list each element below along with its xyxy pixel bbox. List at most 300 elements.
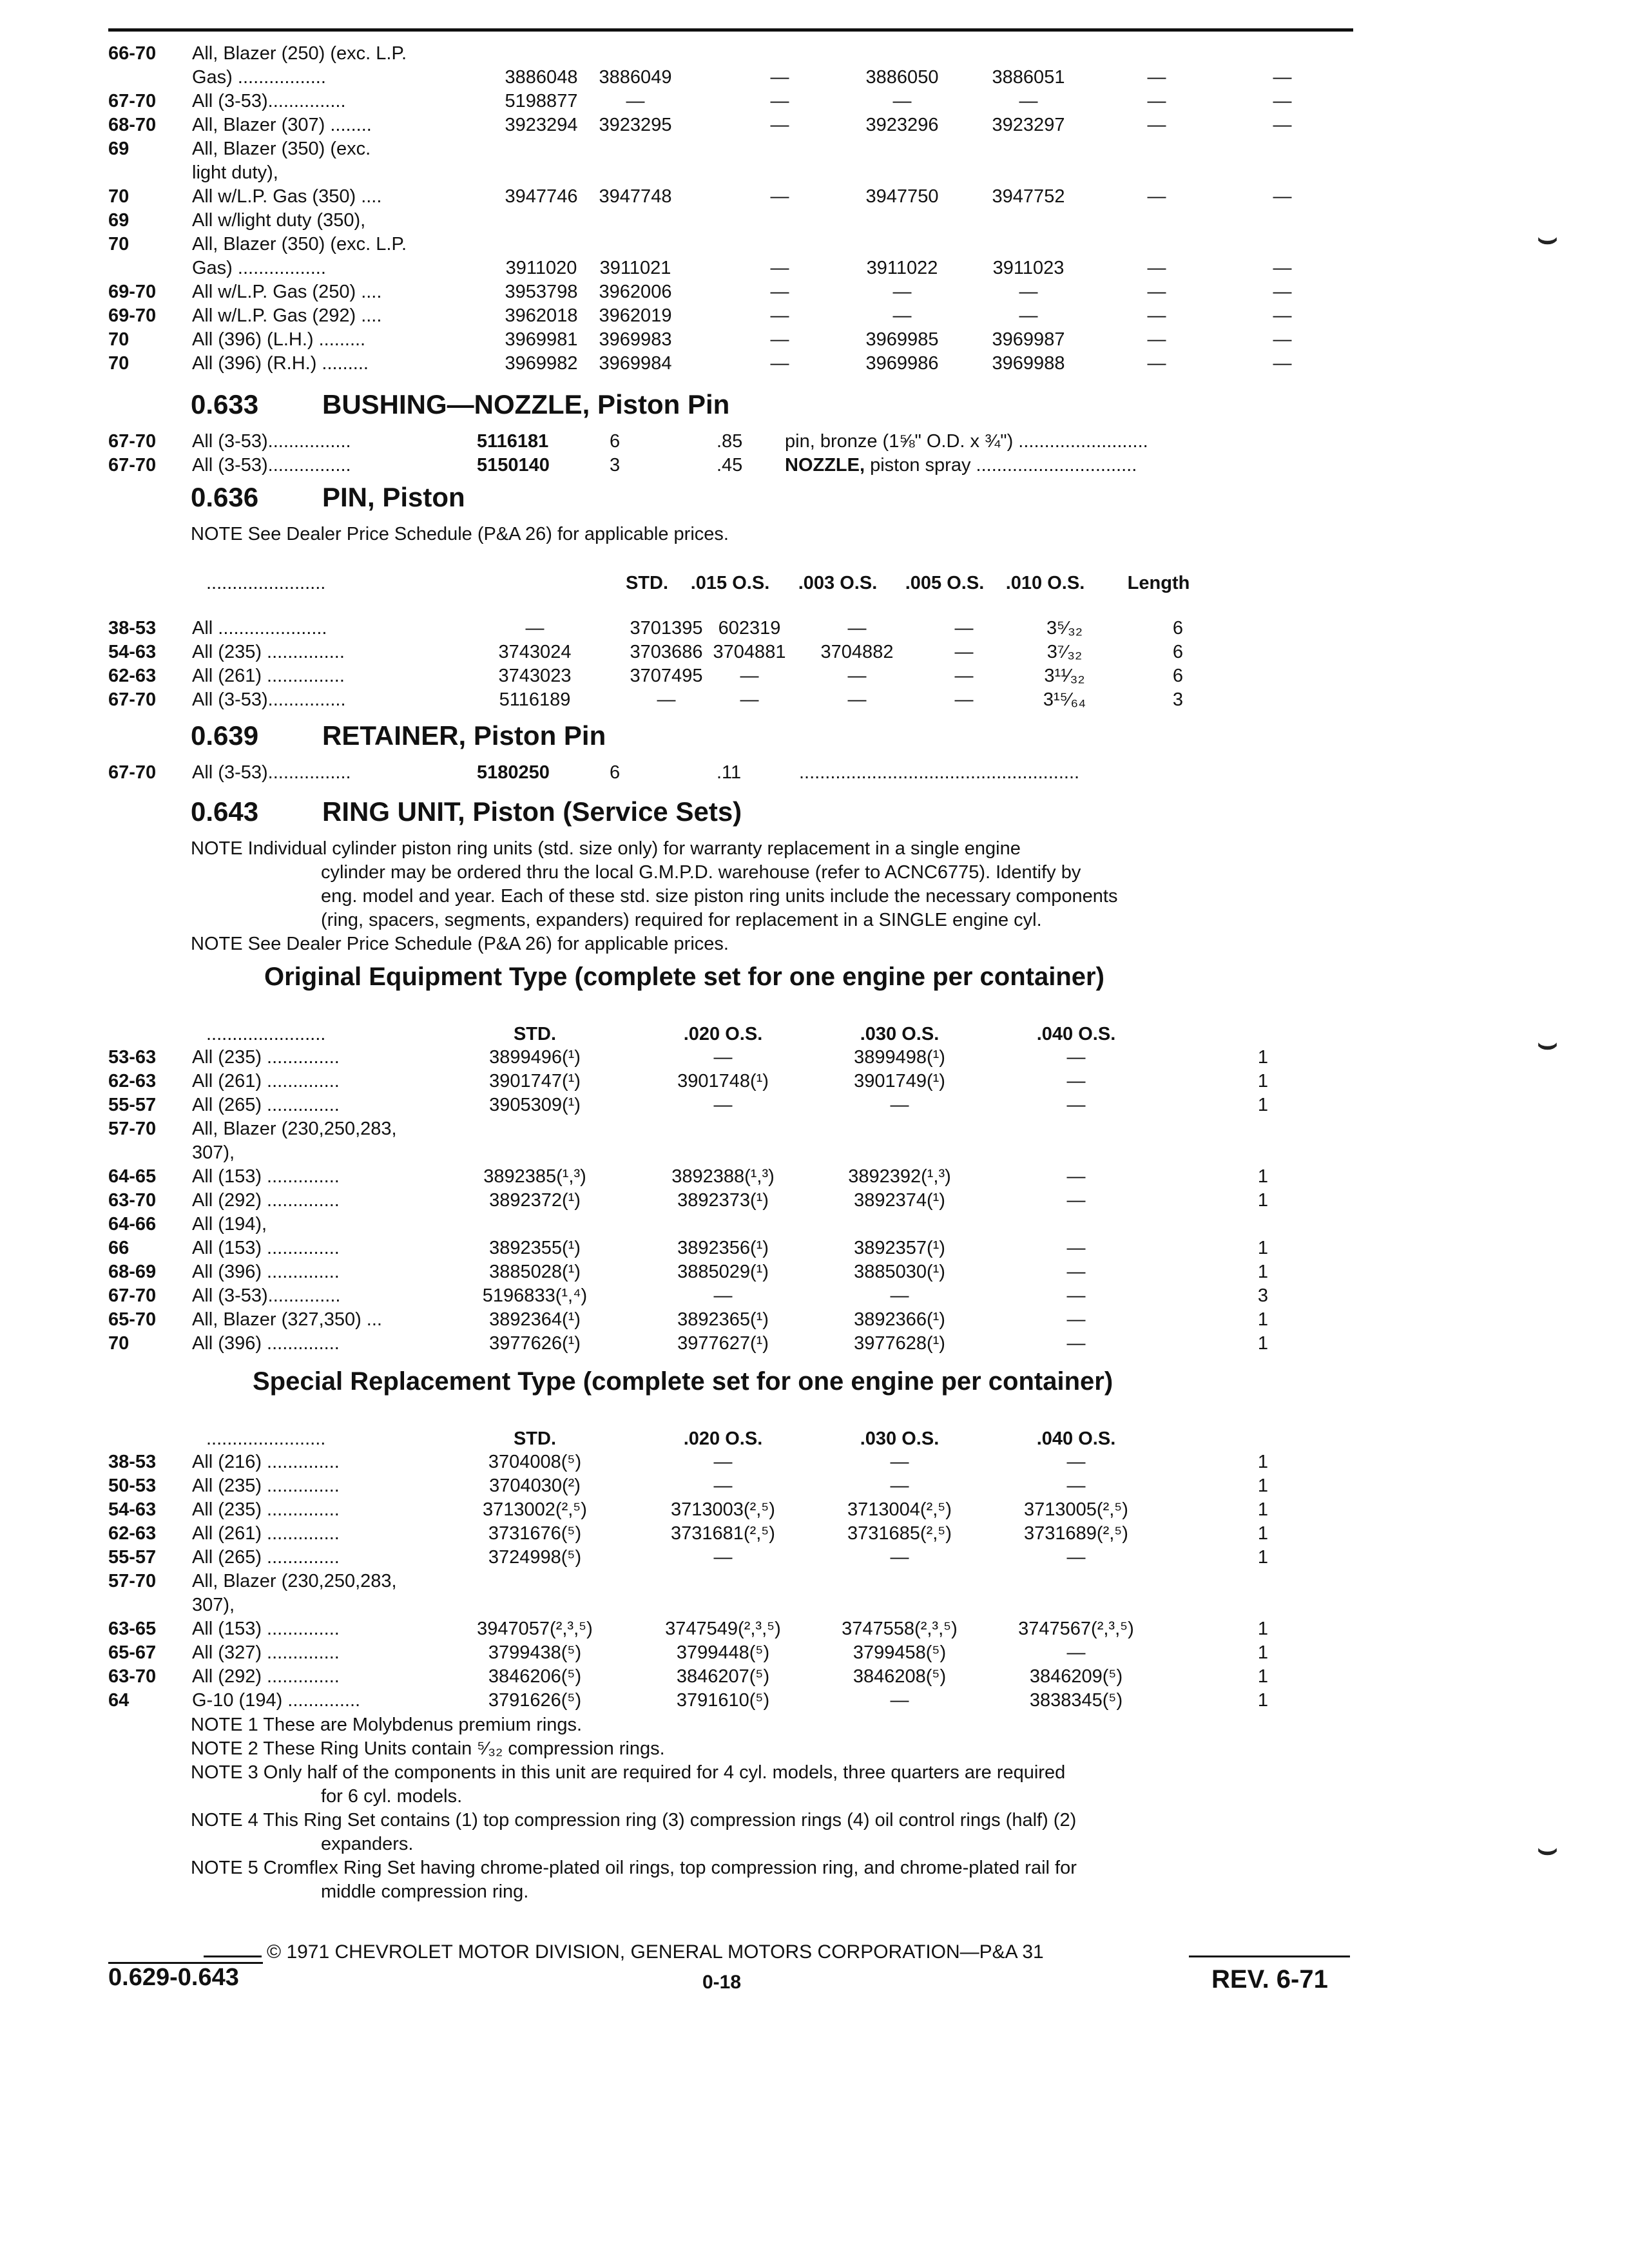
section-title: RETAINER, Piston Pin: [322, 720, 606, 751]
note-text: piston spray ...............................: [865, 455, 1137, 476]
section-number: 0.639: [191, 720, 259, 751]
part-number: 3¹⁵⁄₆₄: [1043, 689, 1086, 710]
year-range: 64-65: [108, 1166, 157, 1187]
part-number: 3838345(⁵): [1029, 1690, 1123, 1711]
year-range: 67-70: [108, 455, 157, 476]
year-range: 62-63: [108, 666, 157, 686]
part-number: —: [847, 666, 867, 686]
year-range: 53-63: [108, 1047, 157, 1068]
part-row: [0, 329, 1629, 351]
description: All (153) ..............: [192, 1166, 340, 1187]
year-range: 64-66: [108, 1214, 157, 1235]
part-number: —: [954, 618, 974, 639]
year-range: 67-70: [108, 689, 157, 710]
part-number: —: [1019, 282, 1038, 302]
part-number: 3901749(¹): [854, 1071, 945, 1091]
column-header: .010 O.S.: [1005, 573, 1085, 593]
part-number: 602319: [718, 618, 781, 639]
part-number: 3892385(¹,³): [483, 1166, 586, 1187]
part-number: —: [1147, 329, 1166, 350]
part-number: —: [770, 329, 789, 350]
description: All, Blazer (307) ........: [192, 115, 372, 135]
part-number: 1: [1257, 1166, 1269, 1187]
column-header: Length: [1127, 573, 1190, 593]
part-number: —: [713, 1547, 733, 1568]
description: All (327) ..............: [192, 1642, 340, 1663]
footnote: NOTE 4 This Ring Set contains (1) top compression ring (3) compression rings (4) oil control rings (half) (2): [191, 1810, 1077, 1831]
part-number: 3923294: [505, 115, 578, 135]
part-number: —: [1066, 1262, 1086, 1282]
quantity: 6: [610, 762, 621, 783]
part-number: 3911021: [599, 258, 671, 278]
part-number: 3892356(¹): [677, 1238, 769, 1258]
quantity: 6: [610, 431, 621, 452]
year-range: 54-63: [108, 642, 157, 662]
description: All (235) ...............: [192, 642, 345, 662]
part-number: 3923296: [865, 115, 939, 135]
part-number: —: [1273, 115, 1292, 135]
description: All (265) ..............: [192, 1095, 340, 1115]
part-row: [0, 1237, 1629, 1259]
part-number: 3704008(⁵): [488, 1452, 582, 1472]
column-header: .020 O.S.: [683, 1428, 763, 1449]
part-number: —: [1019, 91, 1038, 111]
part-row: [0, 1332, 1629, 1354]
part-row: [0, 1499, 1629, 1521]
description: All, Blazer (327,350) ...: [192, 1309, 382, 1330]
description: All (3-53)..............: [192, 1285, 341, 1306]
year-range: 68-70: [108, 115, 157, 135]
part-number: 3731681(²,⁵): [671, 1523, 775, 1544]
part-number: —: [713, 1475, 733, 1496]
part-number: 3969987: [992, 329, 1065, 350]
part-number: —: [954, 689, 974, 710]
section-number: 0.633: [191, 389, 259, 419]
part-number: 3892357(¹): [854, 1238, 945, 1258]
part-row: [0, 114, 1629, 136]
part-row: [0, 1546, 1629, 1568]
column-header: STD.: [513, 1024, 557, 1044]
description: All (3-53)................: [192, 431, 351, 452]
description: All (153) ..............: [192, 1619, 340, 1639]
part-number: 3713003(²,⁵): [671, 1499, 775, 1520]
price: .45: [717, 455, 743, 476]
year-range: 69: [108, 139, 130, 159]
part-row: [0, 1642, 1629, 1664]
part-number: 1: [1257, 1452, 1269, 1472]
year-range: 66-70: [108, 43, 157, 64]
part-number: 1: [1257, 1190, 1269, 1211]
part-number: —: [890, 1547, 909, 1568]
part-number: 1: [1257, 1047, 1269, 1068]
part-row: [0, 66, 1629, 88]
part-number: —: [1066, 1333, 1086, 1354]
part-number: 1: [1257, 1309, 1269, 1330]
description: All (216) ..............: [192, 1452, 340, 1472]
part-number: —: [1066, 1452, 1086, 1472]
year-range: 38-53: [108, 618, 157, 639]
part-number: 3886050: [865, 67, 939, 88]
part-number: —: [1273, 67, 1292, 88]
part-number: 3713002(²,⁵): [483, 1499, 587, 1520]
description: All (235) ..............: [192, 1047, 340, 1068]
part-number: 5198877: [505, 91, 578, 111]
description: All (292) ..............: [192, 1666, 340, 1687]
part-number: —: [770, 91, 789, 111]
part-number: 1: [1257, 1095, 1269, 1115]
part-number: 3704030(²): [489, 1475, 581, 1496]
column-header: .015 O.S.: [690, 573, 770, 593]
part-number: —: [1273, 186, 1292, 207]
description: All w/L.P. Gas (250) ....: [192, 282, 382, 302]
section-note: NOTE See Dealer Price Schedule (P&A 26) for applicable prices.: [191, 524, 729, 544]
year-range: 63-70: [108, 1666, 157, 1687]
part-number: 1: [1257, 1499, 1269, 1520]
section-note: NOTE See Dealer Price Schedule (P&A 26) for applicable prices.: [191, 934, 729, 954]
part-number: —: [740, 666, 759, 686]
part-number: 3901748(¹): [677, 1071, 769, 1091]
part-row: [0, 1118, 1629, 1140]
year-range: 69-70: [108, 282, 157, 302]
column-header: .......................: [206, 573, 326, 593]
year-range: 64: [108, 1690, 130, 1711]
section-title: BUSHING—NOZZLE, Piston Pin: [322, 389, 730, 419]
part-row: [0, 186, 1629, 207]
part-row: [0, 617, 1629, 639]
year-range: 67-70: [108, 431, 157, 452]
part-number: —: [1066, 1166, 1086, 1187]
part-number: 3901747(¹): [489, 1071, 581, 1091]
part-number: —: [657, 689, 676, 710]
year-range: 55-57: [108, 1095, 157, 1115]
description: All (235) ..............: [192, 1499, 340, 1520]
part-number: 5180250: [477, 762, 550, 783]
description: All (194),: [192, 1214, 267, 1235]
part-row: [0, 1523, 1629, 1544]
year-range: 38-53: [108, 1452, 157, 1472]
part-number: —: [1066, 1071, 1086, 1091]
part-number: —: [1147, 305, 1166, 326]
year-range: 70: [108, 234, 130, 255]
footnote: NOTE 3 Only half of the components in this unit are required for 4 cyl. models, three quarters are required: [191, 1762, 1066, 1783]
part-note: ......................................................: [799, 762, 1080, 783]
part-number: 3892372(¹): [489, 1190, 581, 1211]
footer-section-range: 0.629-0.643: [108, 1964, 239, 1991]
part-number: —: [1066, 1238, 1086, 1258]
year-range: 62-63: [108, 1071, 157, 1091]
margin-mark: ⌣: [1537, 1025, 1558, 1061]
part-number: 3701395: [630, 618, 703, 639]
section-title: PIN, Piston: [322, 482, 465, 512]
part-row: [0, 1594, 1629, 1616]
part-row: [0, 1094, 1629, 1116]
part-number: 3892365(¹): [677, 1309, 769, 1330]
column-header: .040 O.S.: [1036, 1428, 1116, 1449]
footer-copyright: © 1971 CHEVROLET MOTOR DIVISION, GENERAL MOTORS CORPORATION—P&A 31: [267, 1941, 1044, 1963]
part-number: 3969982: [505, 353, 578, 374]
part-number: —: [525, 618, 545, 639]
part-number: 3704881: [713, 642, 786, 662]
description: All, Blazer (230,250,283,: [192, 1571, 397, 1591]
description: light duty),: [192, 162, 278, 183]
part-number: 5196833(¹,⁴): [482, 1285, 588, 1306]
description: All w/L.P. Gas (350) ....: [192, 186, 382, 207]
part-number: 3846209(⁵): [1029, 1666, 1123, 1687]
description: All (261) ...............: [192, 666, 345, 686]
part-number: 3892373(¹): [677, 1190, 769, 1211]
part-number: 3791610(⁵): [676, 1690, 770, 1711]
note-text: pin, bronze (1⅝" O.D. x ¾") .........................: [785, 431, 1148, 452]
description: Gas) .................: [192, 67, 326, 88]
part-number: 3: [1172, 689, 1184, 710]
part-number: 3969984: [599, 353, 672, 374]
footnote: NOTE 5 Cromflex Ring Set having chrome-plated oil rings, top compression ring, and chrome-plated rail for: [191, 1858, 1077, 1878]
part-number: 3799438(⁵): [488, 1642, 582, 1663]
part-row: [0, 430, 1629, 452]
part-note: [785, 454, 1137, 476]
part-number: —: [1066, 1309, 1086, 1330]
part-number: —: [954, 642, 974, 662]
part-number: —: [770, 258, 789, 278]
year-range: 57-70: [108, 1119, 157, 1139]
part-number: 3969986: [865, 353, 939, 374]
part-number: 3¹¹⁄₃₂: [1044, 666, 1085, 686]
part-number: 3846208(⁵): [853, 1666, 947, 1687]
part-number: —: [1066, 1475, 1086, 1496]
part-number: —: [890, 1475, 909, 1496]
part-number: 3713005(²,⁵): [1024, 1499, 1128, 1520]
margin-mark: ⌣: [1537, 1831, 1558, 1867]
part-row: [0, 1570, 1629, 1592]
part-number: —: [1066, 1095, 1086, 1115]
part-number: 3923297: [992, 115, 1065, 135]
column-header: .003 O.S.: [798, 573, 878, 593]
description: All (265) ..............: [192, 1547, 340, 1568]
footnote: expanders.: [321, 1834, 414, 1854]
part-number: 3: [1257, 1285, 1269, 1306]
part-row: [0, 305, 1629, 327]
part-row: [0, 281, 1629, 303]
description: 307),: [192, 1595, 235, 1615]
column-headers: [0, 572, 1629, 594]
part-number: 6: [1172, 618, 1184, 639]
part-number: 3747549(²,³,⁵): [665, 1619, 781, 1639]
part-row: [0, 454, 1629, 476]
part-number: 3799458(⁵): [853, 1642, 947, 1663]
part-number: —: [770, 115, 789, 135]
year-range: 70: [108, 329, 130, 350]
column-headers: [0, 1023, 1629, 1045]
section-number: 0.636: [191, 482, 259, 512]
section-note: eng. model and year. Each of these std. size piston ring units include the necessary components: [321, 886, 1118, 907]
part-number: —: [1066, 1642, 1086, 1663]
part-number: —: [847, 689, 867, 710]
part-number: —: [1273, 353, 1292, 374]
part-number: 3962019: [599, 305, 672, 326]
year-range: 54-63: [108, 1499, 157, 1520]
part-number: —: [1147, 91, 1166, 111]
year-range: 63-70: [108, 1190, 157, 1211]
part-number: —: [713, 1452, 733, 1472]
column-header: .030 O.S.: [860, 1024, 940, 1044]
part-number: 3899496(¹): [489, 1047, 581, 1068]
description: All w/light duty (350),: [192, 210, 366, 231]
year-range: 67-70: [108, 91, 157, 111]
part-number: —: [1273, 305, 1292, 326]
description: All (153) ..............: [192, 1238, 340, 1258]
part-number: 1: [1257, 1071, 1269, 1091]
part-number: 1: [1257, 1666, 1269, 1687]
part-row: [0, 43, 1629, 64]
year-range: 69-70: [108, 305, 157, 326]
part-number: 3892355(¹): [489, 1238, 581, 1258]
part-row: [0, 1451, 1629, 1473]
description: All, Blazer (250) (exc. L.P.: [192, 43, 407, 64]
part-number: —: [713, 1285, 733, 1306]
part-number: —: [890, 1690, 909, 1711]
part-number: 3713004(²,⁵): [847, 1499, 952, 1520]
part-row: [0, 233, 1629, 255]
column-header: .040 O.S.: [1036, 1024, 1116, 1044]
part-row: [0, 1309, 1629, 1331]
part-number: 3886051: [992, 67, 1065, 88]
heading-0643: [191, 796, 1351, 827]
part-number: 3962006: [599, 282, 672, 302]
part-row: [0, 1166, 1629, 1187]
part-number: 3886049: [599, 67, 672, 88]
part-number: —: [954, 666, 974, 686]
year-range: 50-53: [108, 1475, 157, 1496]
part-number: 1: [1257, 1619, 1269, 1639]
year-range: 55-57: [108, 1547, 157, 1568]
part-number: —: [770, 305, 789, 326]
year-range: 57-70: [108, 1571, 157, 1591]
part-number: —: [770, 353, 789, 374]
part-number: —: [1066, 1547, 1086, 1568]
year-range: 63-65: [108, 1619, 157, 1639]
part-number: 3899498(¹): [854, 1047, 945, 1068]
part-number: 3743024: [498, 642, 572, 662]
part-number: 1: [1257, 1690, 1269, 1711]
part-row: [0, 1070, 1629, 1092]
year-range: 70: [108, 353, 130, 374]
margin-mark: ⌣: [1537, 220, 1558, 256]
part-row: [0, 162, 1629, 184]
part-number: 3977626(¹): [489, 1333, 581, 1354]
part-number: 3885028(¹): [489, 1262, 581, 1282]
part-number: 6: [1172, 666, 1184, 686]
part-number: 3969988: [992, 353, 1065, 374]
part-number: 3731689(²,⁵): [1024, 1523, 1128, 1544]
part-number: 3911023: [992, 258, 1065, 278]
part-number: —: [890, 1095, 909, 1115]
year-range: 70: [108, 1333, 130, 1354]
part-number: —: [890, 1285, 909, 1306]
description: All (261) ..............: [192, 1071, 340, 1091]
year-range: 62-63: [108, 1523, 157, 1544]
year-range: 67-70: [108, 762, 157, 783]
column-header: .......................: [206, 1428, 326, 1449]
part-number: 3885029(¹): [677, 1262, 769, 1282]
part-number: —: [1066, 1285, 1086, 1306]
column-header: .020 O.S.: [683, 1024, 763, 1044]
part-row: [0, 1142, 1629, 1164]
part-row: [0, 762, 1629, 783]
description: 307),: [192, 1142, 235, 1163]
part-number: —: [1066, 1047, 1086, 1068]
part-number: 3947750: [865, 186, 939, 207]
part-row: [0, 689, 1629, 711]
part-row: [0, 90, 1629, 112]
part-note: [785, 430, 1148, 452]
part-number: 3747558(²,³,⁵): [842, 1619, 958, 1639]
footer-page-number: 0-18: [702, 1972, 742, 1993]
part-row: [0, 257, 1629, 279]
description: All, Blazer (350) (exc. L.P.: [192, 234, 407, 255]
price: .85: [717, 431, 743, 452]
part-number: 3969985: [865, 329, 939, 350]
part-row: [0, 1618, 1629, 1640]
part-number: —: [892, 305, 912, 326]
part-number: —: [1147, 353, 1166, 374]
part-number: 3885030(¹): [854, 1262, 945, 1282]
section-note: cylinder may be ordered thru the local G.M.P.D. warehouse (refer to ACNC6775). Identify by: [321, 862, 1081, 883]
year-range: 65-67: [108, 1642, 157, 1663]
part-row: [0, 352, 1629, 374]
part-number: —: [1019, 305, 1038, 326]
part-number: 1: [1257, 1475, 1269, 1496]
part-row: [0, 1666, 1629, 1687]
section-number: 0.643: [191, 796, 259, 827]
footer-revision: REV. 6-71: [1211, 1965, 1328, 1994]
column-header: .005 O.S.: [905, 573, 985, 593]
part-number: 3962018: [505, 305, 578, 326]
part-number: 3791626(⁵): [488, 1690, 582, 1711]
year-range: 68-69: [108, 1262, 157, 1282]
part-number: 3977628(¹): [854, 1333, 945, 1354]
part-number: —: [1147, 67, 1166, 88]
part-number: 3892364(¹): [489, 1309, 581, 1330]
part-number: 3846206(⁵): [488, 1666, 582, 1687]
description: Gas) .................: [192, 258, 326, 278]
part-number: 5150140: [477, 455, 550, 476]
footnote: NOTE 2 These Ring Units contain ⁵⁄₃₂ compression rings.: [191, 1738, 665, 1759]
heading-0633: [191, 389, 1351, 420]
part-row: [0, 1046, 1629, 1068]
quantity: 3: [610, 455, 621, 476]
year-range: 65-70: [108, 1309, 157, 1330]
part-number: —: [1273, 258, 1292, 278]
part-number: 3⁵⁄₃₂: [1046, 618, 1083, 639]
footnote: NOTE 1 These are Molybdenus premium rings.: [191, 1715, 583, 1735]
year-range: 66: [108, 1238, 130, 1258]
part-number: 3892366(¹): [854, 1309, 945, 1330]
part-number: 3953798: [505, 282, 578, 302]
part-row: [0, 1213, 1629, 1235]
part-number: —: [1147, 115, 1166, 135]
description: All (3-53)................: [192, 762, 351, 783]
part-number: —: [770, 282, 789, 302]
year-range: 70: [108, 186, 130, 207]
part-row: [0, 1285, 1629, 1307]
description: All (396) ..............: [192, 1333, 340, 1354]
part-number: —: [713, 1047, 733, 1068]
column-header: .030 O.S.: [860, 1428, 940, 1449]
part-number: 3923295: [599, 115, 672, 135]
part-number: 3846207(⁵): [676, 1666, 770, 1687]
part-number: 3743023: [498, 666, 572, 686]
footnote: for 6 cyl. models.: [321, 1786, 463, 1807]
